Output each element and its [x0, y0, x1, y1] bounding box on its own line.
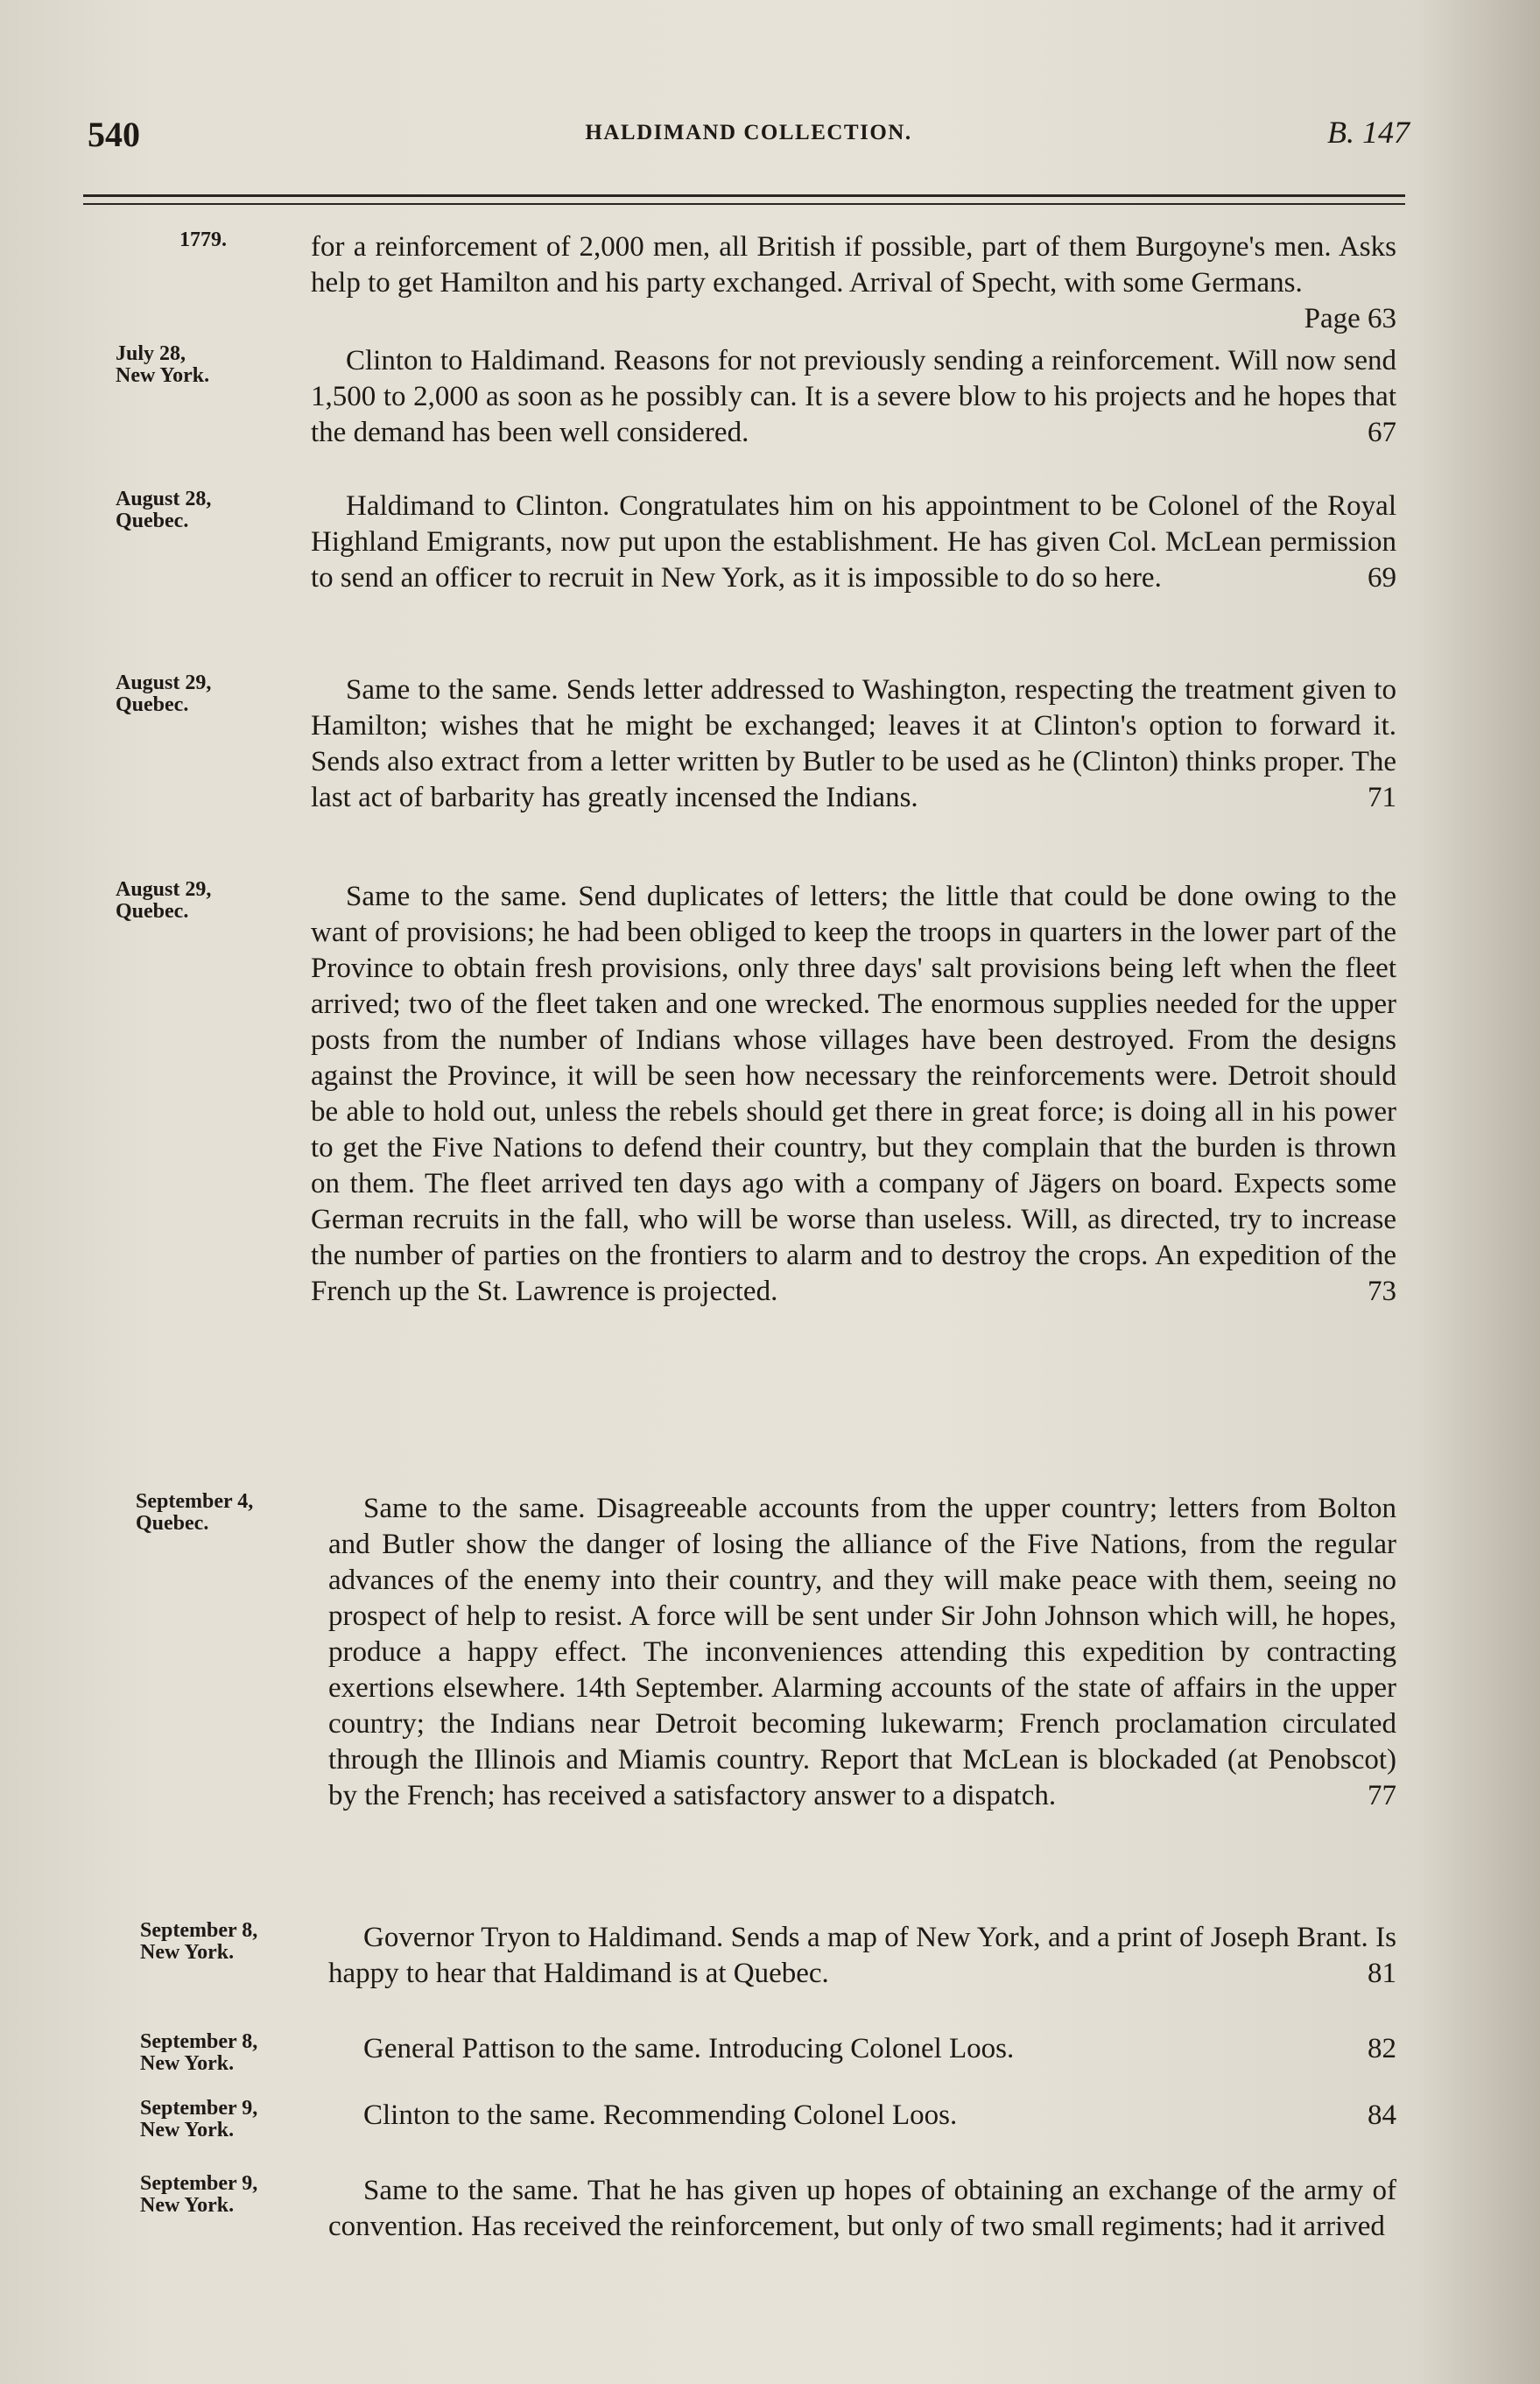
page-ref: 81 [1368, 1958, 1396, 1989]
entry-text: General Pattison to the same. Introducing Colonel Loos. 82 [328, 2031, 1396, 2067]
header-rule [83, 194, 1405, 197]
margin-date: September 9, New York. [140, 2172, 258, 2217]
margin-date: September 8, New York. [140, 1919, 258, 1964]
margin-date: August 28, Quebec. [116, 488, 212, 532]
page-ref: 71 [1368, 782, 1396, 813]
running-title: HALDIMAND COLLECTION. [585, 121, 912, 144]
margin-year: 1779. [179, 229, 227, 251]
page-number: 540 [88, 115, 140, 154]
margin-date: September 4, Quebec. [136, 1490, 254, 1535]
margin-date: September 8, New York. [140, 2030, 258, 2075]
page-ref: 69 [1368, 562, 1396, 594]
page-ref: 77 [1368, 1780, 1396, 1811]
margin-date: July 28, New York. [116, 342, 210, 387]
page-ref: Page 63 [1304, 303, 1396, 334]
entry-text: Same to the same. That he has given up hopes of obtaining an exchange of the army of convention. Has received the reinforcement, but only of two small regiments; had it arrived [328, 2175, 1396, 2242]
entry-text: Governor Tryon to Haldimand. Sends a map of New York, and a print of Joseph Brant. Is happy to hear that Haldimand is at Quebec. 81 [328, 1920, 1396, 1992]
page-ref: 67 [1368, 417, 1396, 448]
page-header [88, 105, 1410, 158]
entry-text: Same to the same. Disagreeable accounts from the upper country; letters from Bolton and Butler show the danger of losing the alliance of the Five Nations, from the regular advances of the enemy into their country, and they will make peace with them, seeing no prospect of help to resist. A force will be sent under Sir John Johnson which will, he hopes, produce a happy effect. The inconveniences attending this expedition by contracting exertions elsewhere. 14th September. Alarming accounts of the state of affairs in the upper country; the Indians near Detroit becoming lukewarm; French proclamation circulated through the Illinois and Miamis country. Report that McLean is blockaded (at Penobscot) by the French; has received a satisfactory answer to a dispatch. 77 [328, 1491, 1396, 1814]
margin-date: August 29, Quebec. [116, 672, 212, 716]
page-ref: 84 [1368, 2099, 1396, 2131]
page-ref: 73 [1368, 1276, 1396, 1307]
entry-text: Clinton to the same. Recommending Colonel Loos. 84 [328, 2098, 1396, 2134]
header-rule [83, 203, 1405, 205]
entry-text: Same to the same. Sends letter addressed to Washington, respecting the treatment given to Hamilton; wishes that he might be exchanged; leaves it at Clinton's option to forward it. Sends also extract from a letter written by Butler to be used as he (Clinton) thinks proper. The last act of barbarity has greatly incensed the Indians. 71 [311, 672, 1396, 816]
margin-date: September 9, New York. [140, 2097, 258, 2141]
entry-text: Haldimand to Clinton. Congratulates him on his appointment to be Colonel of the Royal Highland Emigrants, now put upon the establishment. He has given Col. McLean permission to send an officer to recruit in New York, as it is impossible to do so here. 69 [311, 489, 1396, 596]
entry-text: Same to the same. Send duplicates of letters; the little that could be done owing to the want of provisions; he had been obliged to keep the troops in quarters in the lower part of the Province to obtain fresh provisions, only three days' salt provisions being left when the fleet arrived; two of the fleet taken and one wrecked. The enormous supplies needed for the upper posts from the number of Indians whose villages have been destroyed. From the designs against the Province, it will be seen how necessary the reinforcements were. Detroit should be able to hold out, unless the rebels should get there in great force; is doing all in his power to get the Five Nations to defend their country, but they complain that the burden is thrown on them. The fleet arrived ten days ago with a company of Jägers on board. Expects some German recruits in the fall, who will be worse than useless. Will, as directed, try to increase the number of parties on the frontiers to alarm and to destroy the crops. An expedition of the French up the St. Lawrence is projected. 73 [311, 879, 1396, 1310]
volume-reference: B. 147 [1327, 115, 1410, 150]
entry-text: Clinton to Haldimand. Reasons for not previously sending a reinforcement. Will now send 1,500 to 2,000 as soon as he possibly can. It is a severe blow to his projects and he hopes that the demand has been well considered. 67 [311, 343, 1396, 451]
margin-date: August 29, Quebec. [116, 878, 212, 923]
page-ref: 82 [1368, 2033, 1396, 2064]
entry-text: for a reinforcement of 2,000 men, all British if possible, part of them Burgoyne's men. Asks help to get Hamilton and his party exchanged. Arrival of Specht, with some Germans. Page 63 [311, 229, 1396, 337]
